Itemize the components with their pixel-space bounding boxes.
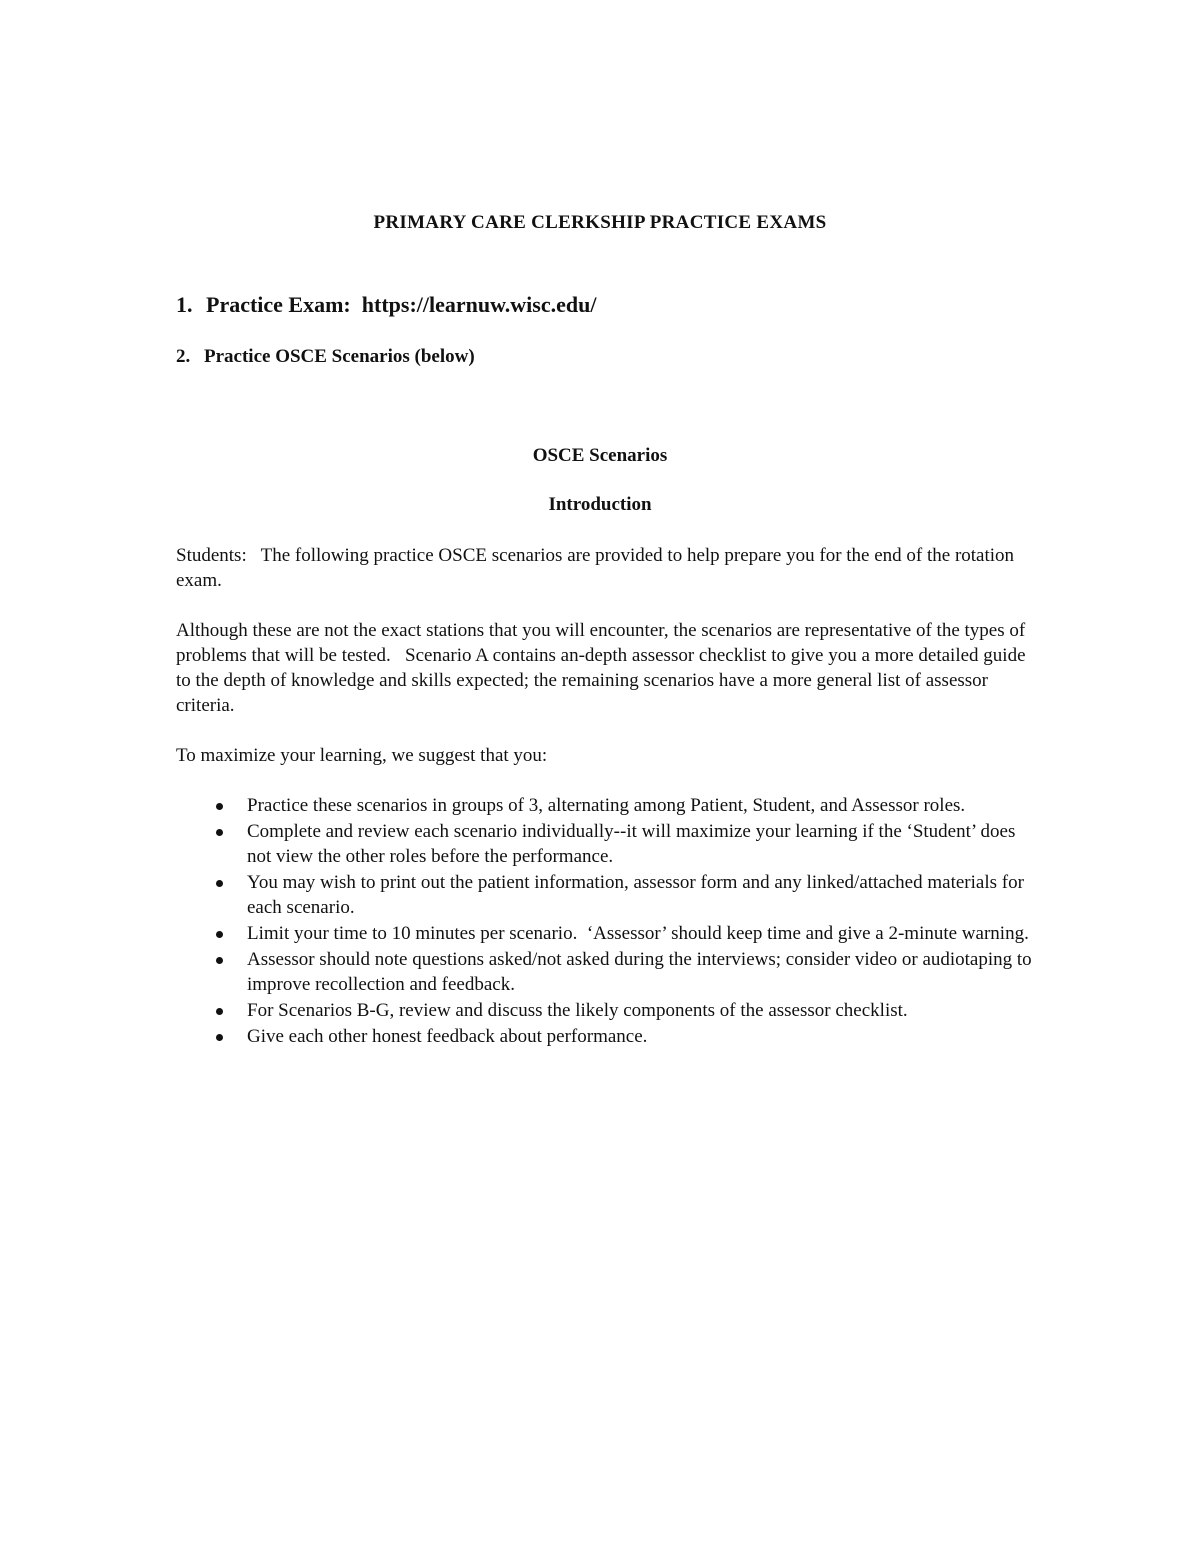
list-item — [176, 870, 1036, 920]
item-text: Practice OSCE Scenarios (below) — [204, 346, 475, 367]
section-title: OSCE Scenarios — [532, 445, 668, 466]
bullet-icon — [216, 803, 223, 810]
bullet-icon — [216, 931, 223, 938]
item-number: 1. — [176, 292, 193, 317]
list-item — [176, 793, 1036, 818]
list-item-text: Give each other honest feedback about performance. — [247, 1026, 648, 1047]
item-text: Practice Exam: https://learnuw.wisc.edu/ — [206, 292, 597, 317]
list-item — [176, 947, 1036, 997]
numbered-item-practice-exam — [176, 292, 596, 318]
paragraph-suggestions-intro: To maximize your learning, we suggest that you: — [176, 745, 548, 766]
bullet-icon — [216, 1008, 223, 1015]
bullet-icon — [216, 880, 223, 887]
item-number: 2. — [176, 346, 191, 367]
list-item-text: Practice these scenarios in groups of 3, alternating among Patient, Student, and Assessor roles. — [247, 795, 966, 816]
list-item-text: Limit your time to 10 minutes per scenario. ‘Assessor’ should keep time and give a 2-minute warning. — [247, 923, 1029, 944]
subsection-title: Introduction — [548, 494, 652, 515]
paragraph-students: Students: The following practice OSCE scenarios are provided to help prepare you for the end of the rotation exam. — [176, 545, 1019, 591]
list-item — [176, 1024, 1036, 1049]
paragraph-overview: Although these are not the exact stations that you will encounter, the scenarios are representative of the types of problems that will be tested. Scenario A contains an-depth assessor checklist to give you a more detailed guide to the depth of knowledge and skills expected; the remaining scenarios have a more general list of assessor criteria. — [176, 620, 1031, 716]
list-item-text: Complete and review each scenario individually--it will maximize your learning if the ‘Student’ does not view the other roles before the performance. — [247, 821, 1016, 867]
suggestions-list — [176, 793, 1036, 1050]
numbered-item-practice-osce — [176, 346, 475, 368]
list-item — [176, 921, 1036, 946]
list-item — [176, 819, 1036, 869]
list-item — [176, 998, 1036, 1023]
bullet-icon — [216, 829, 223, 836]
bullet-icon — [216, 1034, 223, 1041]
document-title: PRIMARY CARE CLERKSHIP PRACTICE EXAMS — [373, 212, 827, 233]
bullet-icon — [216, 957, 223, 964]
list-item-text: You may wish to print out the patient information, assessor form and any linked/attached materials for each scenario. — [247, 872, 1024, 918]
list-item-text: For Scenarios B-G, review and discuss the likely components of the assessor checklist. — [247, 1000, 908, 1021]
list-item-text: Assessor should note questions asked/not asked during the interviews; consider video or audiotaping to improve recollection and feedback. — [247, 949, 1032, 995]
